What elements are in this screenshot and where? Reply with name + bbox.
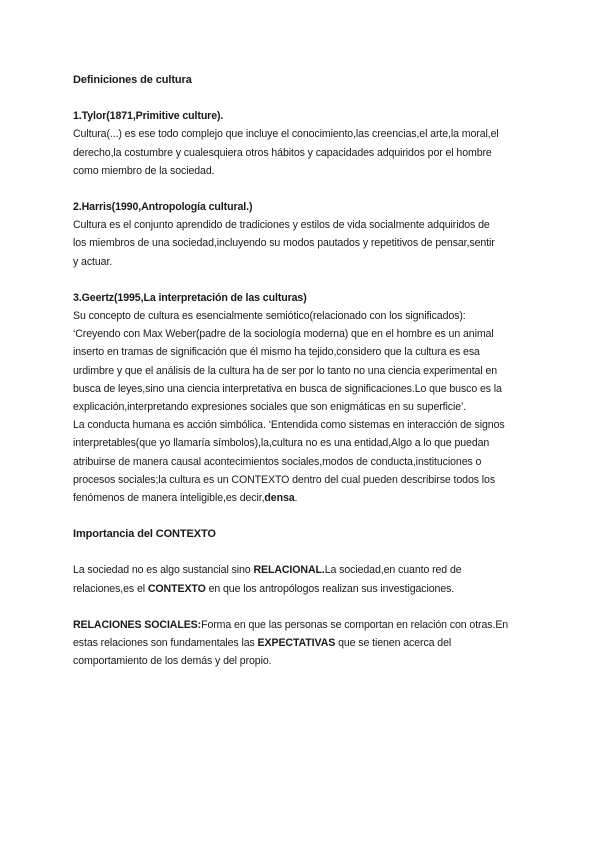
text-run: Forma en que las personas se comportan en relación con otras.En: [201, 618, 509, 631]
text-line: Su concepto de cultura es esencialmente semiótico(relacionado con los significados):: [73, 310, 466, 323]
text-line: procesos sociales;la cultura es un CONTEXTO dentro del cual pueden describirse todos los: [73, 473, 496, 486]
text-line: como miembro de la sociedad.: [73, 164, 215, 177]
text-run: relaciones,es el: [73, 582, 148, 595]
section-heading-contexto: Importancia del CONTEXTO: [73, 528, 216, 541]
text-run: .: [294, 492, 298, 505]
text-line: y actuar.: [73, 255, 113, 268]
text-line: busca de leyes,sino una ciencia interpretativa en busca de significaciones.Lo que busco es la: [73, 382, 502, 395]
text-line: derecho,la costumbre y cualesquiera otros hábitos y capacidades adquiridos por el hombre: [73, 146, 492, 159]
text-line: inserto en tramas de significación que él mismo ha tejido,considero que la cultura es esa: [73, 346, 480, 359]
text-line: La conducta humana es acción simbólica. ‘Entendida como sistemas en interacción de signos: [73, 419, 505, 432]
definition-tylor: [73, 107, 533, 180]
text-line: interpretables(que yo llamaría símbolos),la,cultura no es una entidad,Algo a lo que puedan: [73, 437, 490, 450]
text-run: La sociedad,en cuanto red de: [324, 564, 462, 577]
text-line: [73, 634, 533, 652]
bold-term: CONTEXTO: [147, 582, 206, 595]
definition-harris: [73, 198, 533, 271]
bold-term: EXPECTATIVAS: [257, 637, 336, 650]
document-title: Definiciones de cultura: [73, 74, 192, 86]
text-line: explicación,interpretando expresiones sociales que son enigmáticas en su superficie’.: [73, 401, 467, 414]
text-line: [73, 561, 533, 579]
text-run: en que los antropólogos realizan sus investigaciones.: [205, 582, 455, 595]
text-line: ‘Creyendo con Max Weber(padre de la sociología moderna) que en el hombre es un animal: [73, 328, 494, 341]
text-run: que se tienen acerca del: [335, 637, 452, 650]
paragraph-relaciones: [73, 616, 533, 671]
bold-term: RELACIONES SOCIALES:: [73, 618, 202, 631]
definition-geertz: [73, 289, 533, 507]
document-content: [73, 71, 533, 688]
text-line: Cultura(...) es ese todo complejo que incluye el conocimiento,las creencias,el arte,la moral,el: [73, 128, 499, 141]
definition-heading: 2.Harris(1990,Antropología cultural.): [73, 201, 253, 214]
text-line: los miembros de una sociedad,incluyendo su modos pautados y repetitivos de pensar,sentir: [73, 237, 495, 250]
text-line: urdimbre y que el análisis de la cultura ha de ser por lo tanto no una ciencia experimental en: [73, 364, 498, 377]
text-run: La sociedad no es algo sustancial sino: [73, 564, 254, 577]
text-line: [73, 580, 533, 598]
text-line: [73, 616, 533, 634]
text-run: fenómenos de manera inteligible,es decir,: [73, 492, 265, 505]
definition-heading: 1.Tylor(1871,Primitive culture).: [73, 110, 224, 123]
text-line: atribuirse de manera causal acontecimientos sociales,modos de conducta,instituciones o: [73, 455, 482, 468]
definition-heading: 3.Geertz(1995,La interpretación de las culturas): [73, 291, 307, 304]
bold-term: RELACIONAL.: [253, 564, 325, 577]
text-line: [73, 489, 533, 507]
paragraph-sociedad: [73, 561, 533, 597]
bold-term: densa: [264, 492, 295, 505]
text-line: Cultura es el conjunto aprendido de tradiciones y estilos de vida socialmente adquiridos de: [73, 219, 490, 232]
text-line: comportamiento de los demás y del propio.: [73, 655, 272, 668]
text-run: estas relaciones son fundamentales las: [73, 637, 258, 650]
